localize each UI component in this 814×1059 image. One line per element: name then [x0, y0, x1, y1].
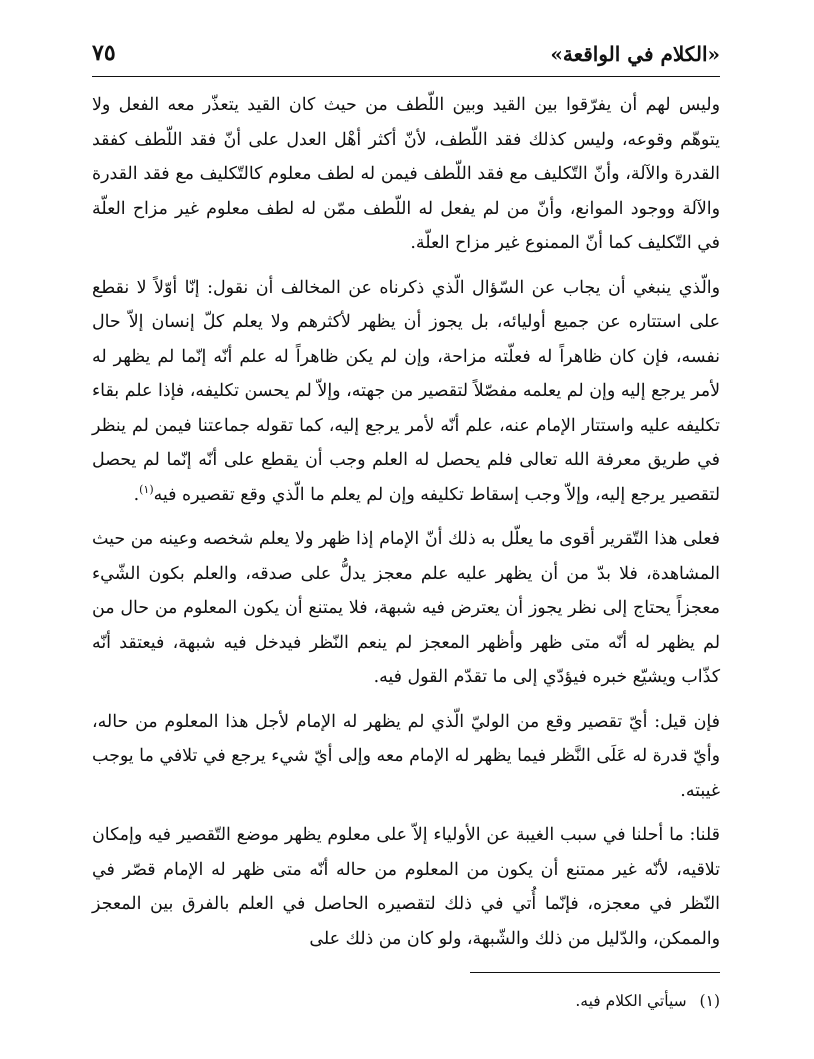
footnote-rule	[470, 972, 720, 973]
paragraph-3	[92, 522, 720, 695]
paragraph-4	[92, 705, 720, 809]
page-header	[92, 38, 720, 78]
paragraph-5-text: قلنا: ما أحلنا في سبب الغيبة عن الأولياء إلاّ على معلوم يظهر موضع التّقصير فيه وإمكان تلاقيه، لأنّه غير ممتنع أن يكون من المعلوم من حاله أنّه متى ظهر له الإمام قصّر في النّظر في معجزه، فإنّما أُتي في ذلك لتقصيره الحاصل في العلم بالفرق بين المعجز والممكن، والدّليل من ذلك والشّبهة، ولو كان من ذلك على	[92, 825, 720, 949]
paragraph-1-text: وليس لهم أن يفرّقوا بين القيد وبين اللّطف من حيث كان القيد يتعذّر معه الفعل ولا يتوهّم وقوعه، وليس كذلك فقد اللّطف، لأنّ أكثر أهْل العدل على أنّ فقد اللّطف كفقد القدرة والآلة، وأنّ التّكليف مع فقد اللّطف فيمن له لطف معلوم كالتّكليف مع فقد القدرة والآلة ووجود الموانع، وأنّ من لم يفعل له اللّطف ممّن له لطف معلوم غير مزاح العلّة في التّكليف كما أنّ الممنوع غير مزاح العلّة.	[92, 95, 720, 253]
running-title: «الكلام في الواقعة»	[550, 42, 720, 66]
paragraph-2-end: .	[133, 484, 140, 505]
footnote-text: سيأتي الكلام فيه.	[575, 992, 687, 1010]
paragraph-1	[92, 88, 720, 261]
paragraph-5	[92, 818, 720, 956]
paragraph-3-text: فعلى هذا التّقرير أقوى ما يعلّل به ذلك أنّ الإمام إذا ظهر ولا يعلم شخصه وعينه من حيث المشاهدة، فلا بدّ من أن يظهر عليه علم معجز يدلُّ على صدقه، والعلم بكون الشّيء معجزاً يحتاج إلى نظر يجوز أن يعترض فيه شبهة، فلا يمتنع أن يكون المعلوم من حال من لم يظهر له أنّه متى ظهر وأظهر المعجز لم ينعم النّظر فيدخل فيه شبهة، فيعتقد أنّه كذّاب ويشيّع خبره فيؤدّي إلى ما تقدّم القول فيه.	[92, 529, 720, 687]
body-text	[92, 88, 720, 966]
footnote	[92, 990, 720, 1012]
footnote-number: (١)	[699, 992, 720, 1010]
header-rule	[92, 76, 720, 77]
paragraph-2-text: والّذي ينبغي أن يجاب عن السّؤال الّذي ذكرناه عن المخالف أن نقول: إنّا أوّلاً لا نقطع على استتاره عن جميع أوليائه، بل يجوز أن يظهر لأكثرهم ولا يعلم كلّ إنسان إلاّ حال نفسه، فإن كان ظاهراً له فعلّته مزاحة، وإن لم يكن ظاهراً له علم أنّه إنّما لم يظهر له لأمر يرجع إليه وإن لم يعلمه مفصّلاً لتقصير من جهته، وإلاّ لم يحسن تكليفه، فإذا علم بقاء تكليفه عليه واستتار الإمام عنه، علم أنّه لأمر يرجع إليه، كما تقوله جماعتنا فيمن لم ينظر في طريق معرفة الله تعالى فلم يحصل له العلم وجب أن يقطع على أنّه إنّما لم يحصل لتقصير يرجع إليه، وإلاّ وجب إسقاط تكليفه وإن لم يعلم ما الّذي وقع تقصيره فيه	[92, 277, 720, 505]
paragraph-4-text: فإن قيل: أيّ تقصير وقع من الوليّ الّذي لم يظهر له الإمام لأجل هذا المعلوم من حاله، وأيّ قدرة له عَلَى النَّظر فيما يظهر له الإمام معه وإلى أيّ شيء يرجع في تلافي ما يوجب غيبته.	[92, 711, 720, 801]
paragraph-2	[92, 271, 720, 513]
page-number: ٧٥	[92, 40, 116, 66]
footnote-reference[interactable]: (١)	[139, 482, 154, 496]
